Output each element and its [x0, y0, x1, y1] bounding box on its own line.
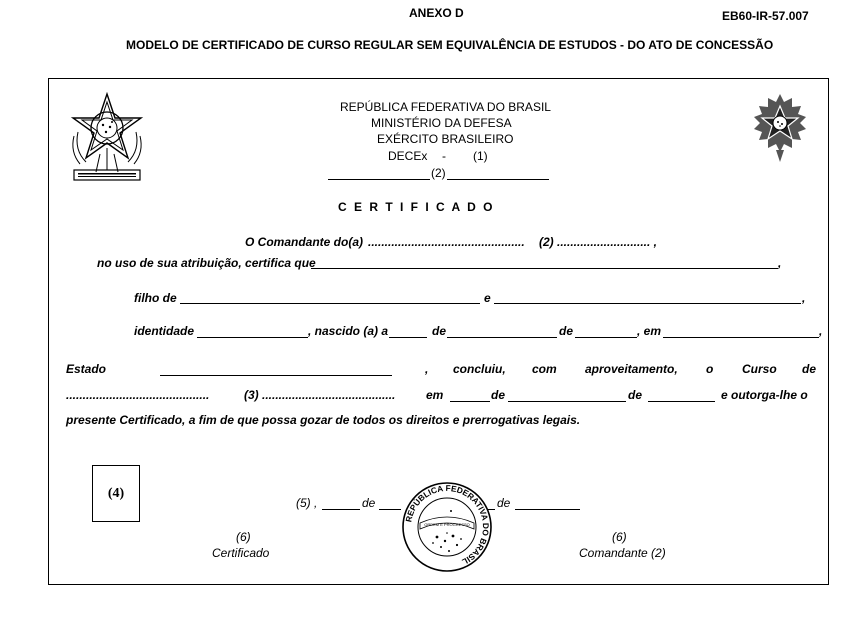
exercito-star-icon [748, 92, 812, 164]
seal-motto: ORDEM E PROGRESSO [424, 522, 470, 527]
outorga-text: e outorga-lhe o [721, 388, 808, 402]
decex-label: DECEx [388, 149, 428, 163]
filho-label: filho de [134, 291, 177, 305]
cert-sign-label: Certificado [212, 546, 270, 560]
seal-text: REPÚBLICA FEDERATIVA DO BRASIL [403, 482, 492, 568]
institution-line-1: REPÚBLICA FEDERATIVA DO BRASIL [340, 100, 551, 114]
blank-line-sign-day [322, 509, 360, 510]
annex-label: ANEXO D [409, 6, 464, 20]
curso-de-1: de [491, 388, 506, 402]
brasao-republica-icon [66, 92, 148, 184]
comandante-ref-2: (2) [539, 235, 554, 249]
concluiu-word-4: o [706, 362, 714, 376]
blank-line-sign-year [515, 509, 580, 510]
sign-de-1: de [362, 496, 376, 510]
blank-line-concl-day [450, 401, 490, 402]
comandante-dots-1: ............................................... [368, 235, 525, 249]
concluiu-word-2: com [532, 362, 557, 376]
curso-dots-1: ........................................... [66, 388, 210, 402]
identidade-label: identidade [134, 324, 195, 338]
concluiu-word-0: , [425, 362, 429, 376]
blank-line-concl-month [508, 401, 626, 402]
cmd-sign-ref: (6) [612, 530, 627, 544]
nascido-de-1: de [432, 324, 447, 338]
curso-dots-2: ........................................ [262, 388, 396, 402]
blank-line-birth-year [575, 337, 637, 338]
blank-line-unit-left [328, 179, 430, 180]
final-text: presente Certificado, a fim de que possa gozar de todos os direitos e prerrogativas legais. [66, 413, 581, 427]
ref-2: (2) [431, 166, 446, 180]
sign-de-2: de [497, 496, 511, 510]
comandante-dots-2: ............................ , [557, 235, 658, 249]
blank-line-birth-day [389, 337, 427, 338]
institution-line-3: EXÉRCITO BRASILEIRO [377, 132, 514, 146]
cmd-sign-label: Comandante (2) [579, 546, 666, 560]
blank-line-unit-right [447, 179, 549, 180]
blank-line-estado [160, 375, 392, 376]
concluiu-word-5: Curso [742, 362, 777, 376]
ref-1: (1) [473, 149, 488, 163]
decex-dash: - [442, 149, 446, 163]
place-ref: (5) , [296, 496, 318, 510]
blank-line-father [180, 303, 480, 304]
concluiu-word-1: concluiu, [453, 362, 506, 376]
official-seal-icon [401, 481, 493, 573]
blank-line-identidade [197, 337, 308, 338]
estado-label: Estado [66, 362, 107, 376]
identidade-comma: , [819, 324, 823, 338]
nascido-label: , nascido (a) a [308, 324, 389, 338]
uso-text: no uso de sua atribuição, certifica que [97, 256, 316, 270]
document-title: MODELO DE CERTIFICADO DE CURSO REGULAR SEM EQUIVALÊNCIA DE ESTUDOS - DO ATO DE CONCESSÃO [126, 38, 774, 52]
nascido-de-2: de [559, 324, 574, 338]
cert-sign-ref: (6) [236, 530, 251, 544]
uso-comma: , [778, 256, 782, 270]
document-code: EB60-IR-57.007 [722, 9, 809, 23]
blank-line-sign-month-a [379, 509, 401, 510]
concluiu-word-3: aproveitamento, [585, 362, 678, 376]
nascido-em: , em [637, 324, 662, 338]
comandante-prefix: O Comandante do(a) [245, 235, 364, 249]
curso-em: em [426, 388, 444, 402]
blank-line-birth-month [447, 337, 557, 338]
blank-line-mother [494, 303, 801, 304]
curso-de-2: de [628, 388, 643, 402]
certificate-title: C E R T I F I C A D O [338, 200, 495, 214]
blank-line-name [311, 268, 778, 269]
filho-e: e [484, 291, 491, 305]
blank-line-birthplace [663, 337, 819, 338]
blank-line-concl-year [648, 401, 715, 402]
institution-line-2: MINISTÉRIO DA DEFESA [371, 116, 512, 130]
photo-ref: (4) [107, 485, 125, 501]
curso-ref-3: (3) [244, 388, 259, 402]
concluiu-word-6: de [802, 362, 817, 376]
filho-comma: , [802, 291, 806, 305]
photo-box [92, 465, 140, 522]
